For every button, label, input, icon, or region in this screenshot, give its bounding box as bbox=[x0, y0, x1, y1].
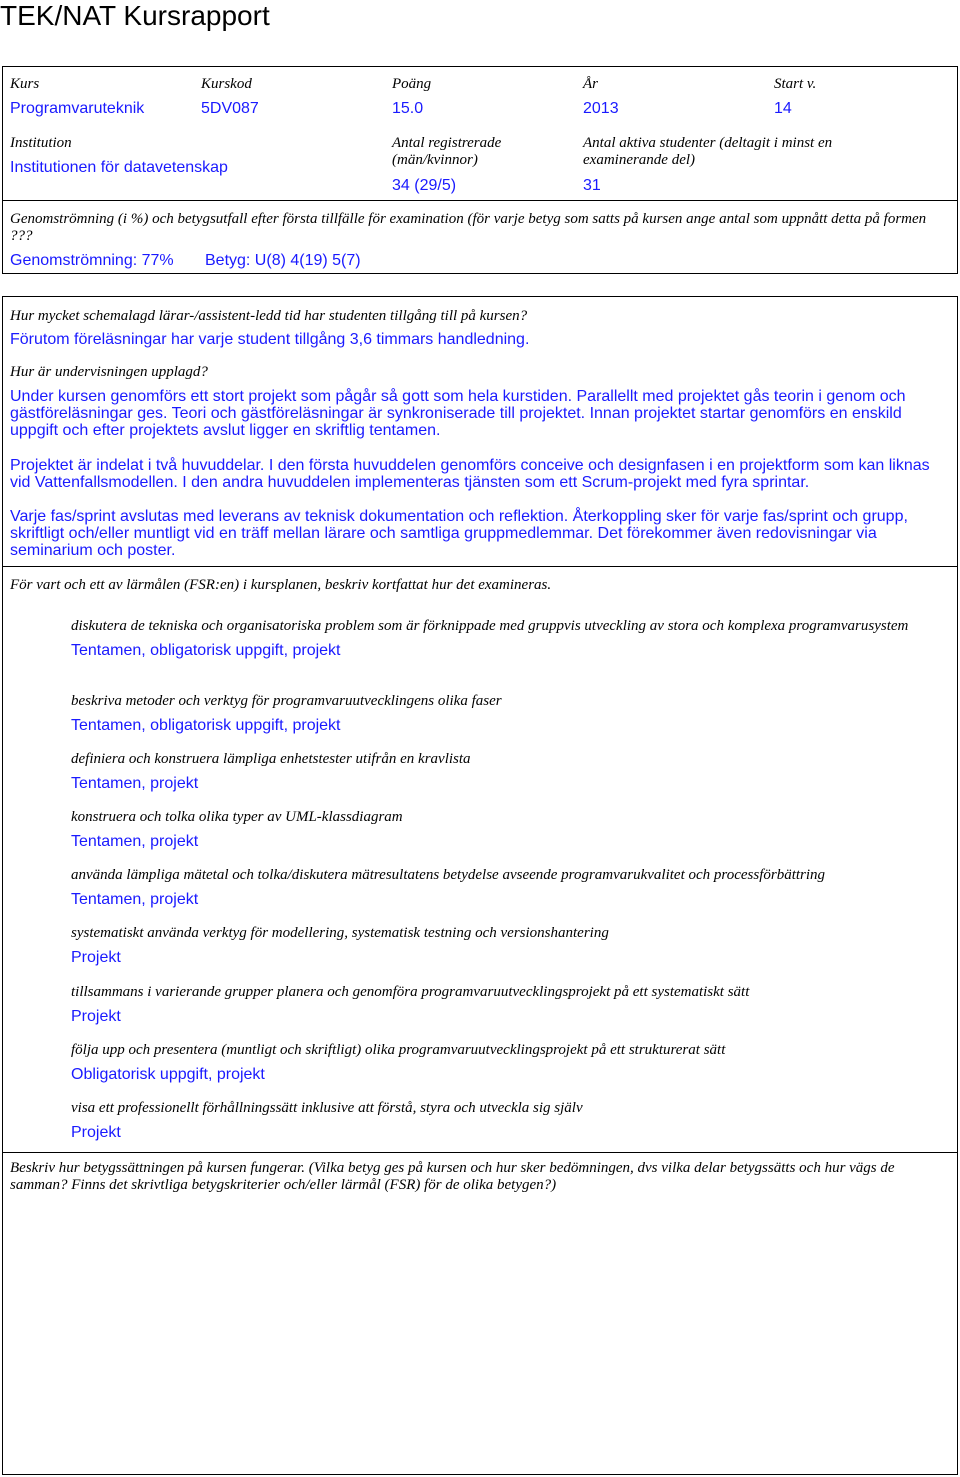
tid-question: Hur mycket schemalagd lärar-/assistent-ledd tid har studenten tillgång till på kursen? bbox=[10, 308, 528, 324]
aktiva-label: Antal aktiva studenter (deltagit i minst en examinerande del) bbox=[583, 135, 833, 168]
fsr-goal: följa upp och presentera (muntligt och skriftligt) olika programvaruutvecklingsprojekt på ett strukturerat sätt bbox=[71, 1042, 726, 1058]
betygssattning-question: Beskriv hur betygssättningen på kursen fungerar. (Vilka betyg ges på kursen och hur sker bedömningen, dvs vilka delar betygssätts och hur vägs de samman? Finns det skrivtliga betygskriterier och/eller lärmål (FSR) för de olika betygen?) bbox=[10, 1160, 895, 1193]
kurs-label: Kurs bbox=[10, 76, 40, 92]
fsr-item-2 bbox=[71, 693, 951, 735]
fsr-exam: Tentamen, projekt bbox=[71, 775, 199, 792]
upplagd-question: Hur är undervisningen upplagd? bbox=[10, 364, 208, 380]
page-title: TEK/NAT Kursrapport bbox=[0, 0, 270, 31]
betyg-value: Betyg: U(8) 4(19) 5(7) bbox=[205, 252, 361, 269]
upplagd-paragraph-3: Varje fas/sprint avslutas med leverans av teknisk dokumentation och reflektion. Återkoppling sker för varje fas/sprint och grupp, skriftligt och/eller muntligt vid en träff mellan lärare och samtliga gruppmedlemmar. Det förekommer även redovisningar via seminarium och poster. bbox=[10, 508, 908, 559]
fsr-exam: Projekt bbox=[71, 1124, 121, 1141]
start-value: 14 bbox=[774, 100, 792, 117]
fsr-item-8 bbox=[71, 1042, 951, 1084]
registrerade-label: Antal registrerade (män/kvinnor) bbox=[392, 135, 502, 168]
fsr-exam: Tentamen, projekt bbox=[71, 891, 199, 908]
undervisning-box bbox=[2, 296, 958, 567]
fsr-item-4 bbox=[71, 809, 951, 851]
upplagd-paragraph-2: Projektet är indelat i två huvuddelar. I den första huvuddelen genomförs conceive och designfasen i en projektform som kan liknas vid Vattenfallsmodellen. I den andra huvuddelen implementeras tjänsten som ett Scrum-projekt med fyra sprintar. bbox=[10, 457, 930, 491]
kurskod-label: Kurskod bbox=[201, 76, 252, 92]
fsr-item-1 bbox=[71, 618, 951, 660]
ar-value: 2013 bbox=[583, 100, 619, 117]
institution-label: Institution bbox=[10, 135, 72, 151]
fsr-goal: diskutera de tekniska och organisatoriska problem som är förknippade med gruppvis utveckling av stora och komplexa programvarusystem bbox=[71, 618, 909, 634]
fsr-exam: Obligatorisk uppgift, projekt bbox=[71, 1066, 265, 1083]
course-info-box bbox=[2, 66, 958, 201]
fsr-item-7 bbox=[71, 984, 951, 1026]
fsr-item-3 bbox=[71, 751, 951, 793]
fsr-exam: Projekt bbox=[71, 1008, 121, 1025]
fsr-question: För vart och ett av lärmålen (FSR:en) i kursplanen, beskriv kortfattat hur det examineras. bbox=[10, 577, 552, 593]
fsr-exam: Tentamen, obligatorisk uppgift, projekt bbox=[71, 642, 341, 659]
fsr-goal: använda lämpliga mätetal och tolka/diskutera mätresultatens betydelse avseende programvarukvalitet och processförbättring bbox=[71, 867, 826, 883]
tid-answer: Förutom föreläsningar har varje student tillgång 3,6 timmars handledning. bbox=[10, 331, 530, 348]
fsr-goal: definiera och konstruera lämpliga enhetstester utifrån en kravlista bbox=[71, 751, 471, 767]
genomstromning-value: Genomströmning: 77% bbox=[10, 252, 174, 269]
institution-value: Institutionen för datavetenskap bbox=[10, 159, 228, 176]
fsr-exam: Tentamen, projekt bbox=[71, 833, 199, 850]
fsr-goal: systematiskt använda verktyg för modellering, systematisk testning och versionshantering bbox=[71, 925, 609, 941]
registrerade-value: 34 (29/5) bbox=[392, 177, 457, 194]
fsr-goal: tillsammans i varierande grupper planera och genomföra programvaruutvecklingsprojekt på ett systematiskt sätt bbox=[71, 984, 750, 1000]
fsr-item-9 bbox=[71, 1100, 951, 1142]
ar-label: År bbox=[583, 76, 598, 92]
betygssattning-box bbox=[2, 1152, 958, 1475]
upplagd-paragraph-1: Under kursen genomförs ett stort projekt som pågår så gott som hela kurstiden. Parallellt med projektet gås teorin i genom och gästföreläsningar ges. Teori och gästföreläsningar är synkroniserade till projektet. Innan projektet startar genomförs en enskild uppgift och efter projektets avslut ligger en skriftlig tentamen. bbox=[10, 388, 906, 439]
fsr-exam: Tentamen, obligatorisk uppgift, projekt bbox=[71, 717, 341, 734]
kurskod-value: 5DV087 bbox=[201, 100, 259, 117]
genomstromning-box bbox=[2, 200, 958, 274]
fsr-goal: beskriva metoder och verktyg för programvaruutvecklingens olika faser bbox=[71, 693, 502, 709]
fsr-box bbox=[2, 566, 958, 1153]
fsr-exam: Projekt bbox=[71, 949, 121, 966]
poang-value: 15.0 bbox=[392, 100, 424, 117]
start-label: Start v. bbox=[774, 76, 817, 92]
genomstromning-question: Genomströmning (i %) och betygsutfall efter första tillfälle för examination (för varje betyg som satts på kursen ange antal som uppnått detta på formen ??? bbox=[10, 211, 927, 244]
kurs-value: Programvaruteknik bbox=[10, 100, 145, 117]
poang-label: Poäng bbox=[392, 76, 432, 92]
fsr-goal: konstruera och tolka olika typer av UML-klassdiagram bbox=[71, 809, 403, 825]
aktiva-value: 31 bbox=[583, 177, 601, 194]
fsr-goal: visa ett professionellt förhållningssätt inklusive att förstå, styra och utveckla sig själv bbox=[71, 1100, 583, 1116]
fsr-item-6 bbox=[71, 925, 951, 967]
fsr-item-5 bbox=[71, 867, 951, 909]
